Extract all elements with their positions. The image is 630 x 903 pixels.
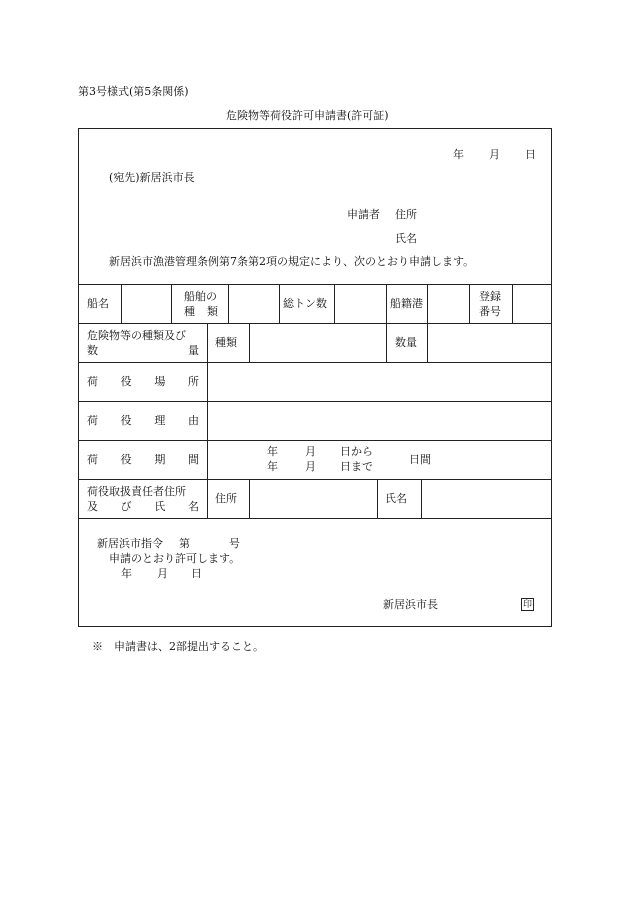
- label-char: 役: [120, 453, 132, 466]
- hazmat-char: 量: [188, 344, 199, 357]
- hazmat-char: 数: [87, 344, 98, 357]
- col-divider: [334, 284, 335, 323]
- manager-label-line1: 荷役取扱責任者住所: [87, 485, 186, 498]
- period-to-month: 月: [305, 460, 316, 473]
- col-divider: [249, 479, 250, 518]
- row-divider: [79, 401, 551, 402]
- label-char: 場: [154, 375, 166, 388]
- ship-type-label-line2: [184, 305, 218, 319]
- application-date-month: 月: [489, 148, 500, 161]
- registration-number-label-line2: 番号: [479, 305, 501, 318]
- seal-mark: 印: [522, 600, 532, 610]
- manager-name-label: 氏名: [385, 492, 407, 505]
- col-divider: [386, 284, 387, 323]
- application-date-year: 年: [453, 148, 464, 161]
- row-divider: [79, 323, 551, 324]
- row-divider: [79, 440, 551, 441]
- form-number: 第3号様式(第5条関係): [78, 85, 189, 98]
- application-date-day: 日: [525, 148, 536, 161]
- label-char: び: [120, 500, 132, 513]
- col-divider: [249, 323, 250, 362]
- hazmat-type-label: 種類: [215, 336, 237, 349]
- period-from-month: 月: [305, 445, 316, 458]
- period-from-day: 日から: [340, 445, 373, 458]
- form-title: 危険物等荷役許可申請書(許可証): [226, 109, 389, 122]
- col-divider: [421, 479, 422, 518]
- col-divider: [427, 323, 428, 362]
- label-column-divider: [207, 323, 208, 518]
- ship-type-label-line1: 船舶の: [184, 290, 217, 303]
- gross-tonnage-label: 総トン数: [283, 297, 327, 310]
- ship-type-char: 類: [207, 305, 218, 318]
- ship-name-label: 船名: [87, 297, 109, 310]
- col-divider: [377, 479, 378, 518]
- registration-number-label-line1: 登録: [479, 290, 501, 303]
- label-char: 荷: [87, 375, 98, 388]
- manager-label-line2: [87, 500, 199, 514]
- col-divider: [386, 323, 387, 362]
- addressee: (宛先)新居浜市長: [109, 171, 195, 184]
- col-divider: [427, 284, 428, 323]
- label-char: 由: [187, 414, 199, 427]
- hazmat-label-line2: [87, 344, 199, 358]
- application-form: [78, 128, 552, 627]
- applicant-label: 申請者: [347, 208, 380, 221]
- period-from-year: 年: [267, 445, 278, 458]
- label-char: 所: [187, 375, 199, 388]
- col-divider: [228, 284, 229, 323]
- period-days: 日間: [409, 453, 431, 466]
- permit-date-month: 月: [157, 567, 168, 580]
- loading-reason-label: [87, 414, 199, 428]
- label-char: 期: [154, 453, 166, 466]
- hazmat-label-line1: 危険物等の種類及び: [87, 329, 186, 342]
- period-to-day: 日まで: [340, 460, 373, 473]
- col-divider: [512, 284, 513, 323]
- label-char: 荷: [87, 414, 98, 427]
- directive-go: 号: [229, 537, 240, 550]
- loading-period-label: [87, 453, 199, 467]
- permit-text: 申請のとおり許可します。: [109, 552, 241, 565]
- loading-location-label: [87, 375, 199, 389]
- permit-date-day: 日: [191, 567, 202, 580]
- directive-prefix: 新居浜市指令: [97, 537, 163, 550]
- applicant-name-label: 氏名: [395, 232, 417, 245]
- label-char: 名: [187, 500, 199, 513]
- mayor-label: 新居浜市長: [383, 598, 438, 611]
- footer-note: ※ 申請書は、2部提出すること。: [92, 640, 264, 653]
- hazmat-quantity-label: 数量: [395, 336, 417, 349]
- manager-address-label: 住所: [215, 492, 237, 505]
- ship-type-char: 種: [184, 305, 195, 318]
- applicant-address-label: 住所: [395, 208, 417, 221]
- row-divider: [79, 479, 551, 480]
- registry-port-label: 船籍港: [390, 297, 423, 310]
- label-char: 役: [120, 414, 132, 427]
- period-to-year: 年: [267, 460, 278, 473]
- label-char: 役: [120, 375, 132, 388]
- col-divider: [469, 284, 470, 323]
- application-statement: 新居浜市漁港管理条例第7条第2項の規定により、次のとおり申請します。: [109, 255, 475, 268]
- permit-date-year: 年: [121, 567, 132, 580]
- label-char: 間: [187, 453, 199, 466]
- label-char: 氏: [154, 500, 166, 513]
- directive-dai: 第: [179, 537, 190, 550]
- table-top-rule: [79, 284, 551, 285]
- col-divider: [279, 284, 280, 323]
- col-divider: [121, 284, 122, 323]
- row-divider: [79, 362, 551, 363]
- label-char: 及: [87, 500, 98, 513]
- label-char: 理: [154, 414, 166, 427]
- label-char: 荷: [87, 453, 98, 466]
- table-bottom-rule: [79, 518, 551, 519]
- col-divider: [171, 284, 172, 323]
